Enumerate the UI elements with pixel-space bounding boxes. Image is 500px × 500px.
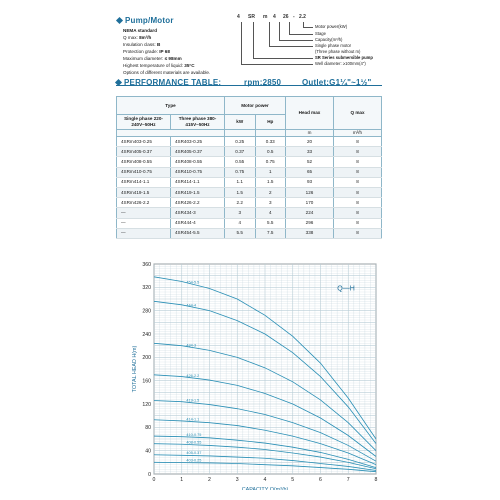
type-header: Type — [117, 97, 225, 115]
qh-chart-svg — [110, 258, 385, 490]
cell-single-phase-model: 4SRm419-1.5 — [117, 187, 171, 197]
cell-head-max: 33 — [286, 147, 334, 157]
units-spacer — [117, 130, 225, 137]
cell-q-max: 8 — [334, 228, 382, 238]
cell-q-max: 8 — [334, 147, 382, 157]
series-label: 410-0.75 — [186, 432, 202, 437]
section-bullet-icon — [115, 79, 122, 86]
cell-q-max: 8 — [334, 137, 382, 147]
cell-single-phase-model: 4SRm410-0.75 — [117, 167, 171, 177]
units-kw-spacer — [225, 130, 256, 137]
spec-value: NEMA standard — [123, 28, 158, 33]
cell-hp: 2 — [255, 187, 286, 197]
cell-single-phase-model: — — [117, 208, 171, 218]
units-hp-spacer — [255, 130, 286, 137]
performance-table — [116, 96, 382, 239]
cell-head-max: 20 — [286, 137, 334, 147]
y-tick-label: 280 — [142, 308, 151, 315]
cell-kw: 4 — [225, 218, 256, 228]
cell-kw: 5.5 — [225, 228, 256, 238]
code-leader-line — [241, 22, 242, 64]
spec-line — [123, 48, 210, 55]
y-tick-label: 200 — [142, 355, 151, 362]
series-label: 444-4 — [186, 303, 197, 308]
qh-chart — [110, 258, 385, 490]
code-leader-line — [253, 22, 254, 58]
code-label: Motor power(kW) — [315, 24, 348, 29]
spec-line — [123, 62, 210, 69]
cell-single-phase-model: 4SRm405-0.37 — [117, 147, 171, 157]
cell-head-max: 338 — [286, 228, 334, 238]
cell-q-max: 8 — [334, 208, 382, 218]
cell-hp: 3 — [255, 198, 286, 208]
series-label: 408-0.55 — [186, 440, 202, 445]
spec-line — [123, 27, 210, 34]
cell-q-max: 8 — [334, 198, 382, 208]
code-part: - — [293, 14, 295, 20]
table-row — [117, 157, 382, 167]
code-label: Stage — [315, 31, 326, 36]
spec-label: Q max: — [123, 35, 140, 40]
code-label: SR Series submersible pump — [315, 55, 373, 60]
cell-head-max: 65 — [286, 167, 334, 177]
cell-three-phase-model: 4SR403-0.25 — [171, 137, 225, 147]
cell-q-max: 8 — [334, 187, 382, 197]
cell-q-max: 8 — [334, 167, 382, 177]
code-label: Well diameter: ≥100mm(4") — [315, 61, 366, 66]
cell-hp: 7.5 — [255, 228, 286, 238]
kw-header: kW — [225, 115, 256, 130]
code-label: Capacity(m³/h) — [315, 37, 343, 42]
y-tick-label: 240 — [142, 331, 151, 338]
series-label: 419-1.5 — [186, 398, 200, 403]
cell-head-max: 93 — [286, 177, 334, 187]
rpm-label: rpm:2850 — [244, 78, 282, 87]
table-row — [117, 147, 382, 157]
cell-head-max: 126 — [286, 187, 334, 197]
code-part: SR — [248, 14, 255, 20]
code-leader-line — [279, 22, 280, 40]
table-row — [117, 198, 382, 208]
table-row — [117, 137, 382, 147]
code-leader-line — [303, 27, 313, 28]
performance-header-bar — [116, 78, 382, 95]
cell-head-max: 170 — [286, 198, 334, 208]
code-leader-line — [279, 40, 313, 41]
code-part: 26 — [283, 14, 289, 20]
x-tick-label: 3 — [235, 477, 239, 483]
table-row — [117, 208, 382, 218]
cell-single-phase-model: 4SRm408-0.55 — [117, 157, 171, 167]
cell-kw: 0.75 — [225, 167, 256, 177]
code-leader-line — [269, 22, 270, 46]
specs-list — [123, 27, 210, 76]
code-part: m — [263, 14, 268, 20]
cell-three-phase-model: 4SR408-0.55 — [171, 157, 225, 167]
cell-single-phase-model: — — [117, 218, 171, 228]
motor-power-header: Motor power — [225, 97, 286, 115]
spec-line — [123, 55, 210, 62]
cell-kw: 0.55 — [225, 157, 256, 167]
spec-value: 35°C — [184, 63, 195, 68]
x-tick-label: 4 — [263, 477, 267, 483]
x-tick-label: 7 — [346, 477, 350, 483]
section-bullet-icon — [116, 17, 123, 24]
x-tick-label: 8 — [374, 477, 378, 483]
y-tick-label: 160 — [142, 378, 151, 385]
y-tick-label: 80 — [145, 425, 151, 432]
code-part: 4 — [237, 14, 240, 20]
cell-three-phase-model: 4SR414-1.1 — [171, 177, 225, 187]
series-label: 454-5.5 — [186, 280, 200, 285]
performance-title: PERFORMANCE TABLE: — [116, 78, 221, 87]
table-row — [117, 177, 382, 187]
spec-line — [123, 34, 210, 41]
cell-kw: 1.5 — [225, 187, 256, 197]
chart-title: Q—H — [337, 285, 355, 293]
spec-label: Protection grade: — [123, 49, 160, 54]
x-tick-label: 6 — [319, 477, 322, 483]
cell-hp: 5.5 — [255, 218, 286, 228]
table-row — [117, 187, 382, 197]
cell-single-phase-model: 4SRm426-2.2 — [117, 198, 171, 208]
cell-hp: 1 — [255, 167, 286, 177]
x-tick-label: 0 — [152, 477, 156, 483]
y-tick-label: 40 — [145, 448, 151, 455]
spec-value: B — [156, 42, 161, 47]
pump-motor-title: Pump/Motor — [117, 16, 174, 25]
series-label: 405-0.37 — [186, 451, 202, 456]
model-code-diagram — [235, 14, 385, 76]
cell-single-phase-model: 4SRm403-0.25 — [117, 137, 171, 147]
x-tick-label: 1 — [180, 477, 184, 483]
cell-kw: 3 — [225, 208, 256, 218]
cell-three-phase-model: 4SR434-3 — [171, 208, 225, 218]
spec-label: Highest temperature of liquid: — [123, 63, 185, 68]
y-axis-label: TOTAL HEAD H(m) — [132, 345, 138, 393]
cell-three-phase-model: 4SR426-2.2 — [171, 198, 225, 208]
cell-kw: 0.25 — [225, 137, 256, 147]
code-part: 2.2 — [299, 14, 306, 20]
x-tick-label: 2 — [208, 477, 211, 483]
spec-value: ≤ 98mm — [164, 56, 182, 61]
cell-three-phase-model: 4SR410-0.75 — [171, 167, 225, 177]
spec-value: 8m³/h — [139, 35, 152, 40]
code-leader-line — [289, 34, 313, 35]
cell-kw: 1.1 — [225, 177, 256, 187]
cell-head-max: 52 — [286, 157, 334, 167]
hp-header: Hp — [255, 115, 286, 130]
cell-q-max: 8 — [334, 157, 382, 167]
cell-hp: 0.75 — [255, 157, 286, 167]
code-part: 4 — [273, 14, 276, 20]
cell-three-phase-model: 4SR444-4 — [171, 218, 225, 228]
code-leader-line — [269, 46, 313, 47]
spec-label: Maximum diameter: — [123, 56, 165, 61]
x-axis-label: CAPACITY Q(m³/h) — [241, 487, 289, 490]
single-phase-header: Single phase 220-240V~50Hz — [117, 115, 171, 130]
code-label: (Three phase without m) — [315, 49, 361, 54]
cell-single-phase-model: 4SRm414-1.1 — [117, 177, 171, 187]
y-tick-label: 0 — [148, 471, 151, 478]
unit-m3h: m³/h — [334, 130, 382, 137]
series-label: 426-2.2 — [186, 373, 200, 378]
code-leader-line — [253, 58, 313, 59]
spec-line — [123, 41, 210, 48]
series-label: 403-0.25 — [186, 458, 202, 463]
code-leader-line — [241, 64, 313, 65]
code-leader-line — [289, 22, 290, 34]
cell-single-phase-model: — — [117, 228, 171, 238]
code-label: Single phase motor — [315, 43, 352, 48]
cell-kw: 2.2 — [225, 198, 256, 208]
cell-hp: 0.33 — [255, 137, 286, 147]
table-row — [117, 218, 382, 228]
cell-hp: 1.5 — [255, 177, 286, 187]
y-tick-label: 360 — [142, 261, 151, 268]
table-row — [117, 167, 382, 177]
q-max-header: Q max — [334, 97, 382, 130]
cell-head-max: 224 — [286, 208, 334, 218]
x-tick-label: 5 — [291, 477, 295, 483]
spec-label: Insulation class: — [123, 42, 157, 47]
spec-value: Options of different materials are available. — [123, 70, 211, 75]
cell-hp: 4 — [255, 208, 286, 218]
cell-hp: 0.5 — [255, 147, 286, 157]
y-tick-label: 120 — [142, 401, 151, 408]
cell-q-max: 8 — [334, 218, 382, 228]
table-row — [117, 228, 382, 238]
spec-line — [123, 69, 210, 76]
cell-three-phase-model: 4SR419-1.5 — [171, 187, 225, 197]
cell-q-max: 8 — [334, 177, 382, 187]
cell-three-phase-model: 4SR405-0.37 — [171, 147, 225, 157]
y-tick-label: 320 — [142, 285, 151, 292]
spec-value: IP 68 — [159, 49, 170, 54]
cell-three-phase-model: 4SR454-5.5 — [171, 228, 225, 238]
series-label: 414-1.1 — [186, 417, 200, 422]
three-phase-header: Three phase 380-415V~50Hz — [171, 115, 225, 130]
cell-head-max: 296 — [286, 218, 334, 228]
series-label: 434-3 — [186, 343, 197, 348]
head-max-header: Head max — [286, 97, 334, 130]
outlet-label: Outlet:G1¼"~1½" — [302, 78, 372, 87]
cell-kw: 0.37 — [225, 147, 256, 157]
unit-m: m — [286, 130, 334, 137]
